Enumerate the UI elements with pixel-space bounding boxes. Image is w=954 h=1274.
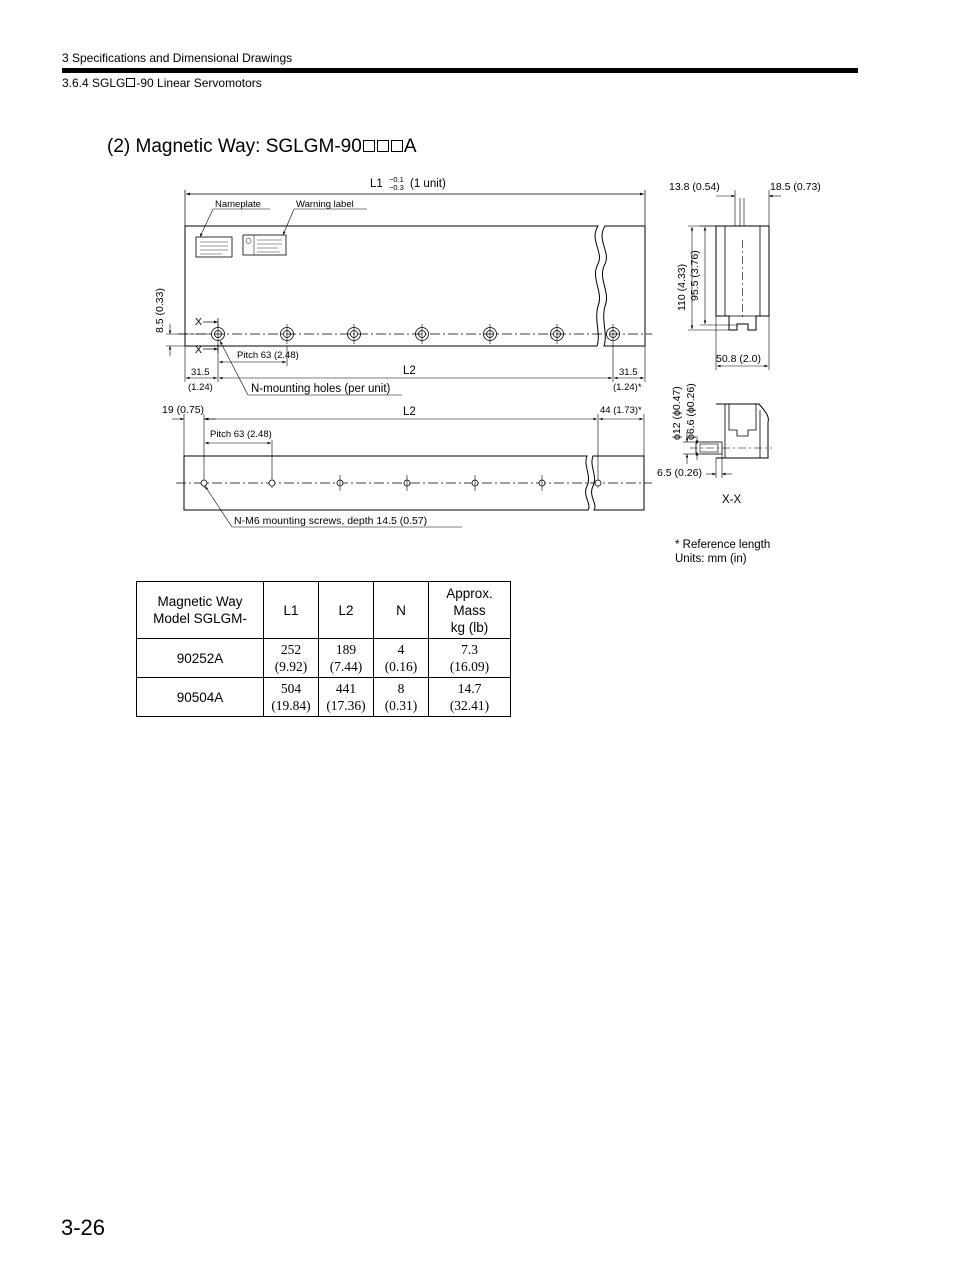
n-mounting-holes-label: N-mounting holes (per unit)	[251, 383, 391, 395]
section-header: 3.6.4 SGLG -90 Linear Servomotors	[62, 76, 262, 90]
l1-tolerance-lower: −0.3	[389, 183, 404, 192]
header-l1: L1	[264, 582, 319, 639]
pitch-top-label: Pitch 63 (2.48)	[237, 350, 299, 361]
warning-label-text: Warning label	[296, 199, 354, 210]
dim-18-5: 18.5 (0.73)	[770, 181, 821, 193]
dim-50-8: 50.8 (2.0)	[716, 353, 761, 365]
header-l2: L2	[319, 582, 374, 639]
right-1-24: (1.24)*	[613, 382, 642, 393]
n-m6-screws-label: N-M6 mounting screws, depth 14.5 (0.57)	[234, 515, 428, 527]
l1-tolerance-upper: −0.1	[389, 175, 404, 184]
header-mass: Approx. Mass kg (lb)	[429, 582, 511, 639]
l2-top-label: L2	[403, 365, 416, 377]
left-31-5: 31.5	[191, 367, 210, 378]
table-header-row	[137, 582, 511, 639]
cell-n: 4 (0.16)	[374, 639, 429, 678]
dim-phi12: ϕ12 (ϕ0.47)	[671, 386, 683, 440]
cell-mass: 14.7 (32.41)	[429, 678, 511, 717]
magnetic-way-side-view	[176, 456, 652, 510]
cell-n: 8 (0.31)	[374, 678, 429, 717]
page-title: (2) Magnetic Way: SGLGM-90 A	[107, 136, 417, 157]
dim-8-5: 8.5 (0.33)	[154, 288, 166, 333]
section-x-x-detail	[657, 383, 772, 506]
dim-110: 110 (4.33)	[676, 263, 688, 311]
dim-6-5: 6.5 (0.26)	[657, 467, 702, 479]
cell-l2: 189 (7.44)	[319, 639, 374, 678]
header-model: Magnetic Way Model SGLGM-	[137, 582, 264, 639]
l1-label: L1	[370, 178, 383, 190]
cell-model: 90504A	[137, 678, 264, 717]
cell-l1: 504 (19.84)	[264, 678, 319, 717]
cell-l2: 441 (17.36)	[319, 678, 374, 717]
l2-bottom-label: L2	[403, 406, 416, 418]
units-note: Units: mm (in)	[675, 553, 747, 565]
dimensional-drawing	[0, 0, 954, 600]
page-number: 3-26	[61, 1215, 106, 1240]
dim-19: 19 (0.75)	[162, 404, 205, 416]
pitch-bottom-label: Pitch 63 (2.48)	[210, 429, 272, 440]
dim-44: 44 (1.73)*	[600, 405, 642, 416]
dim-phi6-6: ϕ6.6 (ϕ0.26)	[685, 383, 697, 440]
spec-table	[136, 581, 511, 717]
nameplate-label: Nameplate	[215, 199, 261, 210]
left-1-24: (1.24)	[188, 382, 213, 393]
cell-model: 90252A	[137, 639, 264, 678]
l1-unit: (1 unit)	[410, 178, 446, 190]
table-row	[137, 678, 511, 717]
magnetic-way-top-view	[178, 226, 652, 346]
section-x-x-label: X-X	[722, 494, 742, 506]
header-n: N	[374, 582, 429, 639]
cell-mass: 7.3 (16.09)	[429, 639, 511, 678]
cell-l1: 252 (9.92)	[264, 639, 319, 678]
table-row	[137, 639, 511, 678]
reference-note: * Reference length	[675, 539, 771, 551]
chapter-header: 3 Specifications and Dimensional Drawings	[62, 51, 293, 65]
right-31-5: 31.5	[619, 367, 638, 378]
section-mark-top: X	[195, 316, 203, 328]
magnetic-way-end-view	[669, 181, 821, 370]
dim-95-5: 95.5 (3.76)	[689, 250, 701, 301]
section-mark-bottom: X	[195, 344, 203, 356]
dim-13-8: 13.8 (0.54)	[669, 181, 720, 193]
